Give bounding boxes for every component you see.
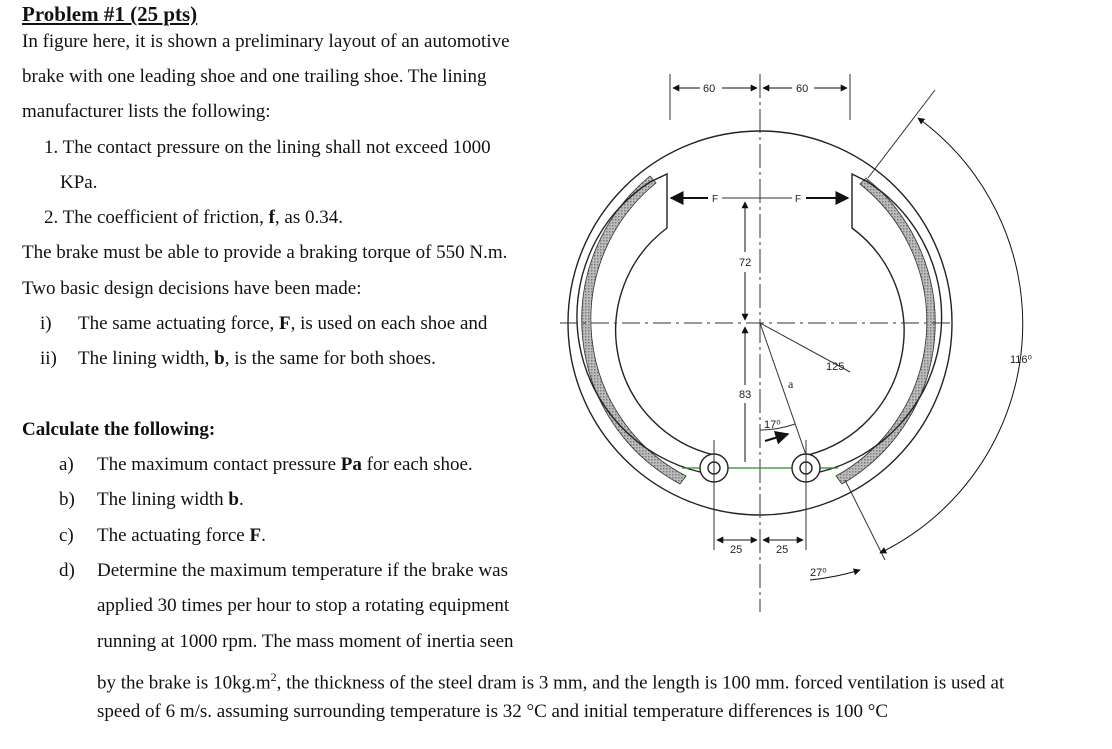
calc-item-d-line-2: applied 30 times per hour to stop a rotating equipment bbox=[97, 595, 510, 616]
dim-72-label: 72 bbox=[739, 257, 752, 269]
dim-25-right-label: 25 bbox=[776, 544, 789, 556]
decision-i-bold: F bbox=[278, 313, 291, 334]
calc-item-b-number: b) bbox=[59, 489, 75, 510]
calc-item-b-bold: b bbox=[228, 489, 239, 510]
intro-line-3: manufacturer lists the following: bbox=[22, 101, 271, 122]
calc-item-b-post: . bbox=[238, 489, 244, 510]
dim-83-label: 83 bbox=[739, 389, 752, 401]
list-item-2-number: 2. bbox=[44, 207, 59, 228]
calc-item-d-line-5: speed of 6 m/s. assuming surrounding temperature is 32 °C and initial temperature differences is 100 °C bbox=[97, 701, 889, 722]
calc-item-d-line-4-sup: 2 bbox=[270, 670, 277, 684]
calc-item-d-line-4-pre: by the brake is 10kg.m bbox=[97, 672, 271, 694]
decision-i-post: , is used on each shoe and bbox=[290, 313, 488, 334]
decisions-line: Two basic design decisions have been made: bbox=[22, 278, 362, 299]
intro-line-2: brake with one leading shoe and one trailing shoe. The lining bbox=[22, 66, 487, 87]
dim-60-right-label: 60 bbox=[796, 83, 809, 95]
calc-item-c-pre: The actuating force bbox=[97, 525, 250, 546]
calc-item-a-pre: The maximum contact pressure bbox=[97, 454, 341, 475]
angle-17-label: 17⁰ bbox=[764, 419, 781, 431]
calc-item-d-line-3: running at 1000 rpm. The mass moment of inertia seen bbox=[97, 631, 514, 652]
radius-a-label: a bbox=[788, 377, 794, 391]
force-left-label: F bbox=[712, 194, 719, 205]
angle-17-arrow bbox=[765, 434, 788, 441]
calc-item-a-number: a) bbox=[59, 454, 74, 475]
calc-item-c-post: . bbox=[261, 525, 266, 546]
calc-item-d-line-4-post: , the thickness of the steel dram is 3 mm, and the length is 100 mm. forced ventilation is used at bbox=[276, 672, 1005, 694]
dim-25-left-label: 25 bbox=[730, 544, 743, 556]
calc-item-a-bold: Pa bbox=[340, 454, 362, 475]
decision-ii-bold: b bbox=[214, 348, 225, 369]
intro-line-1: In figure here, it is shown a preliminary layout of an automotive bbox=[22, 31, 510, 52]
arc-116-ext-top bbox=[868, 90, 935, 178]
decision-i-number: i) bbox=[40, 313, 52, 334]
list-item-2-post: , as 0.34. bbox=[274, 207, 343, 228]
arc-116-ext-bottom bbox=[845, 480, 885, 560]
list-item-2-pre: The coefficient of friction, bbox=[62, 207, 269, 228]
angle-27-label: 27⁰ bbox=[810, 567, 827, 579]
calc-item-b-pre: The lining width bbox=[97, 489, 229, 510]
calc-item-d-line-1: Determine the maximum temperature if the brake was bbox=[97, 560, 508, 581]
decision-ii-pre: The lining width, bbox=[78, 348, 215, 369]
torque-line: The brake must be able to provide a braking torque of 550 N.m. bbox=[22, 242, 508, 263]
calc-item-c-bold: F bbox=[249, 525, 262, 546]
radius-125-label: 125 bbox=[826, 361, 845, 373]
decision-ii-number: ii) bbox=[40, 348, 57, 369]
force-right-label: F bbox=[795, 194, 802, 205]
dim-60-left-label: 60 bbox=[703, 83, 716, 95]
list-item-1-continued: KPa. bbox=[60, 172, 98, 193]
decision-ii-post: , is the same for both shoes. bbox=[224, 348, 436, 369]
calc-item-d-number: d) bbox=[59, 560, 75, 581]
calc-item-c-number: c) bbox=[59, 525, 74, 546]
list-item-2-bold: f bbox=[268, 207, 275, 228]
calc-item-a-post: for each shoe. bbox=[361, 454, 473, 475]
problem-title: Problem #1 (25 pts) bbox=[22, 2, 198, 26]
list-item-1-text: The contact pressure on the lining shall not exceed 1000 bbox=[62, 137, 491, 158]
list-item-1-number: 1. bbox=[44, 137, 59, 158]
angle-116-label: 116⁰ bbox=[1010, 354, 1032, 366]
decision-i-pre: The same actuating force, bbox=[78, 313, 279, 334]
calc-heading: Calculate the following: bbox=[22, 419, 216, 440]
